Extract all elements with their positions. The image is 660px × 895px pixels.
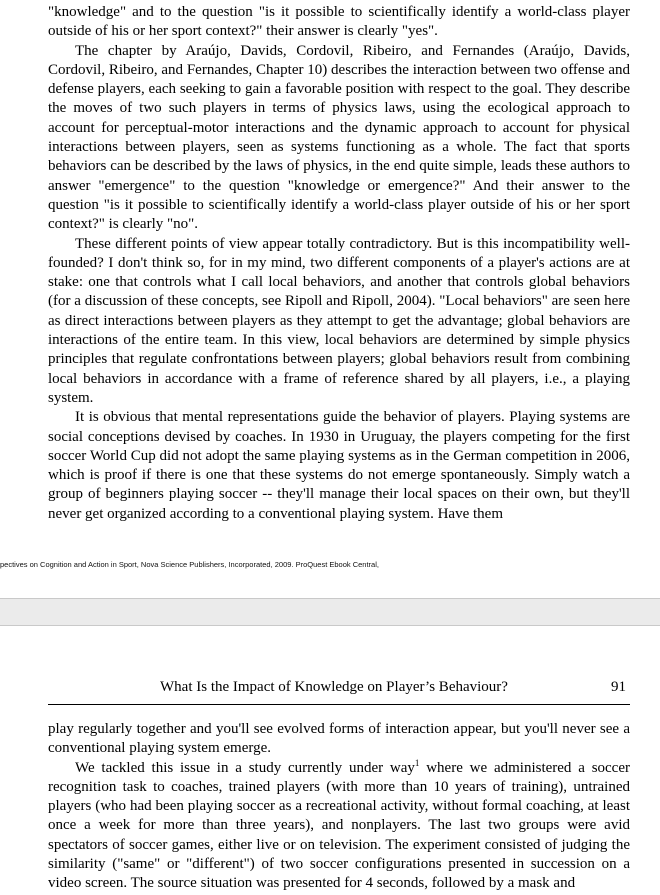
top-page-body bbox=[48, 3, 630, 524]
running-header bbox=[48, 679, 630, 701]
paragraph-4: It is obvious that mental representations guide the behavior of players. Playing systems are social conceptions devised by coaches. In 1930 in Uruguay, the players competing for the first soccer World Cup did not adopt the same playing systems as in the German competition in 2006, which is proof if there is one that these systems do not emerge spontaneously. Simply watch a group of beginners playing soccer -- they'll manage their local spaces on their own, but they'll never get organized according to a conventional playing system. Have them bbox=[48, 409, 630, 522]
page-separator bbox=[0, 598, 660, 626]
footer-citation: pectives on Cognition and Action in Sport, Nova Science Publishers, Incorporated, 2009. ProQuest Ebook Central, bbox=[0, 560, 379, 569]
paragraph-5: play regularly together and you'll see evolved forms of interaction appear, but you'll never see a conventional playing system emerge. bbox=[48, 721, 630, 757]
paragraph-6-rest: where we administered a soccer recognition task to coaches, trained players (with more than 10 years of training), untrained players (who had been playing soccer as a recreational activity, without formal coaching, at least once a week for more than three years), and nonplayers. The last two groups were avid spectators of soccer games, either live or on television. The experiment consisted of judging the similarity ("same" or "different") of two soccer configurations presented in succession on a video screen. The source situation was presented for 4 seconds, followed by a mask and bbox=[48, 759, 630, 892]
paragraph-2: The chapter by Araújo, Davids, Cordovil, Ribeiro, and Fernandes (Araújo, Davids, Cordovil, Ribeiro, and Fernandes, Chapter 10) describes the interaction between two offense and defense players, each seeking to gain a favorable position with respect to the goal. They describe the moves of two such players in terms of physics laws, using the ecological approach to account for perceptual-motor interactions and the dynamic approach to account for physical interactions between players, seen as systems functioning as a whole. The fact that sports behaviors can be described by the laws of physics, in the end quite simple, leads these authors to answer "emergence" to the question "knowledge or emergence?" And their answer to the question "is it possible to scientifically identify a world-class player outside of his or her sport context?" is clearly "no". bbox=[48, 42, 630, 233]
footnote-marker[interactable]: 1 bbox=[414, 757, 420, 768]
paragraph-3: These different points of view appear totally contradictory. But is this incompatibility well-founded? I don't think so, for in my mind, two different components of a player's actions are at stake: one that controls what I call local behaviors, and another that controls global behaviors (for a discussion of these concepts, see Ripoll and Ripoll, 2004). "Local behaviors" are seen here as direct interactions between players as they attempt to get the advantage; global behaviors are interactions of the entire team. In this view, local behaviors are determined by simple physics principles that regulate confrontations between players; global behaviors result from combining local behaviors in accordance with a frame of reference shared by all players, i.e., a playing system. bbox=[48, 235, 630, 406]
page-number: 91 bbox=[611, 679, 626, 695]
running-title: What Is the Impact of Knowledge on Player’s Behaviour? bbox=[160, 679, 508, 695]
header-rule bbox=[48, 704, 630, 705]
paragraph-6 bbox=[48, 759, 630, 894]
paragraph-1: "knowledge" and to the question "is it possible to scientifically identify a world-class player outside of his or her sport context?" their answer is clearly "yes". bbox=[48, 4, 630, 40]
paragraph-6-start: We tackled this issue in a study currently under way bbox=[75, 759, 415, 776]
bottom-page-body bbox=[48, 720, 630, 894]
